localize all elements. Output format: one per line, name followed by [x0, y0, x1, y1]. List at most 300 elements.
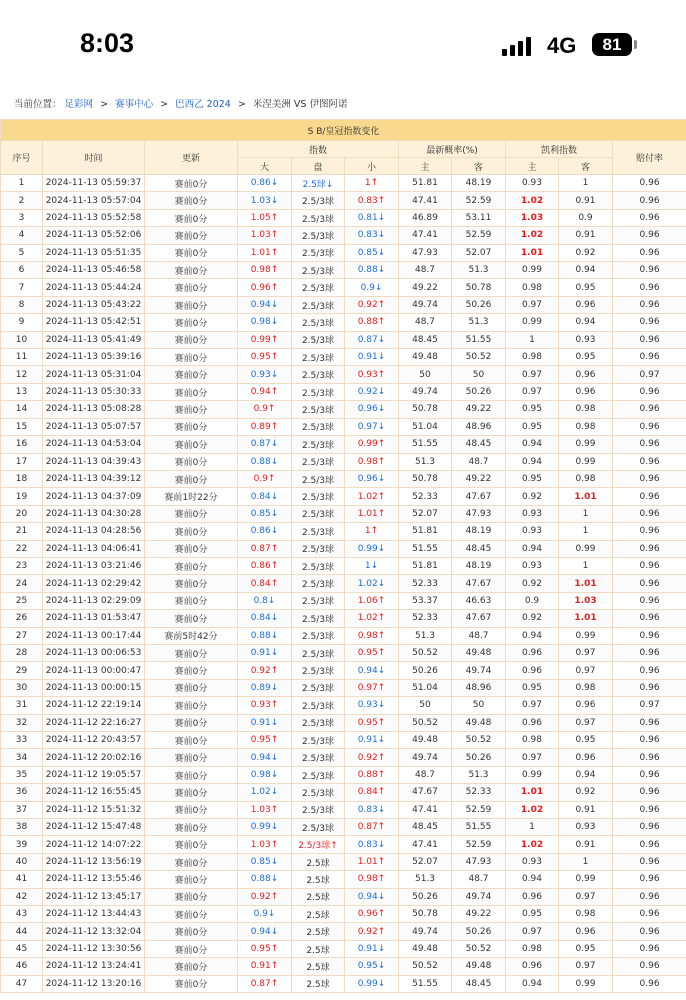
prob-away-cell [452, 853, 506, 870]
kelly-home-cell [506, 453, 559, 470]
kelly-away-cell-value: 0.98 [575, 474, 596, 485]
time-cell-value: 2024-11-12 22:16:27 [45, 717, 142, 728]
seq-cell-value: 4 [18, 230, 25, 241]
kelly-home-cell-value: 0.95 [521, 404, 543, 415]
prob-home-cell [399, 871, 452, 888]
arrow-up-icon: ↑ [370, 178, 379, 189]
arrow-down-icon: ↓ [377, 944, 386, 955]
big-odds-cell-value: 0.84 [250, 578, 271, 589]
small-odds-cell-value: 1.02 [357, 578, 378, 589]
kelly-home-cell-value: 0.93 [521, 526, 543, 537]
prob-home-cell [399, 923, 452, 940]
battery-icon: 81 [592, 33, 632, 56]
update-cell-value: 赛前0分 [174, 858, 208, 869]
small-odds-cell [345, 906, 399, 923]
kelly-away-cell-value: 0.92 [575, 787, 596, 798]
kelly-home-cell [506, 349, 559, 366]
seq-cell-value: 22 [15, 543, 28, 554]
kelly-home-cell [506, 262, 559, 279]
arrow-up-icon: ↑ [377, 874, 386, 885]
time-cell [43, 958, 145, 975]
kelly-home-cell-value: 1 [529, 334, 535, 345]
prob-away-cell [452, 679, 506, 696]
big-odds-cell-value: 0.92 [250, 891, 271, 902]
payout-cell [613, 853, 686, 870]
arrow-down-icon: ↓ [377, 578, 386, 589]
prob-home-cell-value: 48.45 [412, 334, 438, 345]
prob-away-cell [452, 488, 506, 505]
arrow-down-icon: ↓ [270, 317, 279, 328]
prob-home-cell [399, 314, 452, 331]
payout-cell [613, 575, 686, 592]
prob-home-cell [399, 331, 452, 348]
line-cell-value: 2.5球 [306, 945, 330, 956]
small-odds-cell-value: 0.87 [357, 334, 378, 345]
kelly-home-cell [506, 784, 559, 801]
kelly-away-cell-value: 0.95 [575, 282, 596, 293]
prob-away-cell-value: 48.19 [465, 526, 492, 537]
prob-home-cell [399, 366, 452, 383]
small-odds-cell [345, 470, 399, 487]
prob-away-cell-value: 47.93 [465, 857, 492, 868]
kelly-away-cell-value: 0.99 [575, 978, 596, 989]
update-cell-value: 赛前0分 [174, 545, 208, 556]
time-cell [43, 784, 145, 801]
seq-cell [1, 714, 43, 731]
arrow-down-icon: ↓ [377, 978, 386, 989]
seq-cell [1, 958, 43, 975]
time-cell-value: 2024-11-12 13:30:56 [45, 944, 142, 955]
small-odds-cell-value: 0.94 [357, 891, 378, 902]
arrow-down-icon: ↓ [377, 839, 386, 850]
payout-cell-value: 0.96 [639, 717, 660, 728]
header-line: 盘 [292, 158, 345, 175]
kelly-away-cell-value: 0.94 [575, 265, 596, 276]
payout-cell-value: 0.96 [639, 630, 660, 641]
seq-cell [1, 383, 43, 400]
kelly-home-cell-value: 0.94 [521, 978, 543, 989]
big-odds-cell [238, 732, 292, 749]
arrow-down-icon: ↓ [377, 891, 386, 902]
header-prob-home: 主 [399, 158, 452, 175]
kelly-away-cell-value: 0.95 [575, 352, 596, 363]
update-cell-value: 赛前0分 [174, 423, 208, 434]
line-cell-value: 2.5/3球 [301, 249, 335, 260]
update-cell-value: 赛前0分 [174, 301, 208, 312]
small-odds-cell [345, 262, 399, 279]
table-row [1, 331, 686, 348]
kelly-away-cell [559, 505, 613, 522]
line-cell [292, 592, 345, 609]
line-cell-value: 2.5/3球 [301, 353, 335, 364]
time-cell [43, 923, 145, 940]
prob-home-cell-value: 49.48 [412, 944, 438, 955]
kelly-away-cell [559, 575, 613, 592]
prob-away-cell [452, 470, 506, 487]
time-cell-value: 2024-11-13 05:46:58 [45, 265, 142, 276]
table-row [1, 401, 686, 418]
time-cell-value: 2024-11-12 15:51:32 [45, 804, 142, 815]
seq-cell-value: 19 [15, 491, 28, 502]
prob-away-cell-value: 48.7 [468, 456, 489, 467]
arrow-down-icon: ↓ [270, 857, 279, 868]
update-cell [145, 679, 238, 696]
prob-away-cell-value: 48.7 [468, 874, 489, 885]
update-cell [145, 349, 238, 366]
arrow-down-icon: ↓ [270, 369, 279, 380]
arrow-down-icon: ↓ [270, 178, 279, 189]
line-cell-value: 2.5/3球 [301, 754, 335, 765]
payout-cell [613, 296, 686, 313]
kelly-away-cell [559, 940, 613, 957]
payout-cell-value: 0.96 [639, 978, 660, 989]
prob-away-cell [452, 819, 506, 836]
big-odds-cell [238, 296, 292, 313]
arrow-down-icon: ↓ [377, 474, 386, 485]
kelly-home-cell [506, 749, 559, 766]
payout-cell [613, 279, 686, 296]
line-cell-value: 2.5/3球 [301, 823, 335, 834]
big-odds-cell-value: 0.94 [250, 926, 271, 937]
table-row [1, 749, 686, 766]
time-cell [43, 523, 145, 540]
seq-cell [1, 262, 43, 279]
line-cell [292, 540, 345, 557]
seq-cell [1, 697, 43, 714]
line-cell [292, 349, 345, 366]
prob-away-cell [452, 349, 506, 366]
kelly-home-cell [506, 906, 559, 923]
payout-cell [613, 801, 686, 818]
small-odds-cell-value: 0.98 [357, 456, 378, 467]
prob-away-cell [452, 209, 506, 226]
update-cell-value: 赛前0分 [174, 806, 208, 817]
prob-away-cell-value: 51.3 [468, 317, 489, 328]
arrow-up-icon: ↑ [270, 247, 279, 258]
kelly-home-cell [506, 662, 559, 679]
big-odds-cell-value: 1.01 [250, 247, 271, 258]
seq-cell-value: 26 [15, 613, 28, 624]
table-row [1, 557, 686, 574]
big-odds-cell [238, 244, 292, 261]
payout-cell-value: 0.96 [639, 752, 660, 763]
update-cell-value: 赛前0分 [174, 405, 208, 416]
kelly-home-cell-value: 0.93 [521, 178, 543, 189]
update-cell [145, 401, 238, 418]
line-cell-value: 2.5球 [306, 875, 330, 886]
kelly-home-cell-value: 0.95 [521, 682, 543, 693]
kelly-home-cell-value: 0.94 [521, 456, 543, 467]
prob-away-cell-value: 49.22 [465, 404, 492, 415]
kelly-away-cell [559, 975, 613, 992]
kelly-away-cell [559, 801, 613, 818]
update-cell [145, 192, 238, 209]
table-row [1, 296, 686, 313]
seq-cell-value: 24 [15, 578, 28, 589]
prob-away-cell [452, 227, 506, 244]
prob-home-cell [399, 575, 452, 592]
big-odds-cell-value: 0.87 [250, 543, 271, 554]
kelly-home-cell-value: 1.01 [520, 787, 544, 798]
seq-cell-value: 44 [15, 926, 28, 937]
seq-cell [1, 975, 43, 992]
prob-away-cell [452, 540, 506, 557]
update-cell [145, 418, 238, 435]
line-cell-value: 2.5/3球 [301, 197, 335, 208]
small-odds-cell [345, 662, 399, 679]
arrow-down-icon: ↓ [270, 648, 279, 659]
big-odds-cell [238, 801, 292, 818]
big-odds-cell-value: 0.84 [250, 613, 271, 624]
table-row [1, 575, 686, 592]
prob-home-cell [399, 906, 452, 923]
arrow-up-icon: ↑ [270, 978, 279, 989]
time-cell [43, 401, 145, 418]
kelly-home-cell-value: 1.02 [520, 804, 544, 815]
small-odds-cell [345, 732, 399, 749]
kelly-home-cell-value: 0.95 [521, 909, 543, 920]
prob-away-cell [452, 871, 506, 888]
kelly-away-cell-value: 0.97 [575, 648, 596, 659]
line-cell [292, 453, 345, 470]
prob-away-cell [452, 175, 506, 192]
table-row [1, 592, 686, 609]
prob-away-cell-value: 50.26 [465, 752, 492, 763]
arrow-down-icon: ↓ [377, 404, 386, 415]
seq-cell-value: 12 [15, 369, 28, 380]
small-odds-cell [345, 749, 399, 766]
time-cell-value: 2024-11-13 05:59:37 [45, 178, 142, 189]
payout-cell [613, 923, 686, 940]
kelly-away-cell-value: 0.93 [575, 334, 596, 345]
arrow-up-icon: ↑ [377, 613, 386, 624]
big-odds-cell-value: 0.86 [250, 526, 271, 537]
arrow-down-icon: ↓ [377, 387, 386, 398]
kelly-home-cell [506, 679, 559, 696]
update-cell [145, 383, 238, 400]
table-row [1, 766, 686, 783]
arrow-down-icon: ↓ [270, 508, 279, 519]
update-cell-value: 赛前0分 [174, 614, 208, 625]
time-cell [43, 262, 145, 279]
small-odds-cell-value: 0.97 [357, 682, 378, 693]
kelly-away-cell-value: 0.94 [575, 770, 596, 781]
small-odds-cell [345, 349, 399, 366]
table-row [1, 679, 686, 696]
prob-home-cell [399, 697, 452, 714]
kelly-home-cell-value: 1.02 [520, 230, 544, 241]
prob-home-cell-value: 51.81 [412, 526, 438, 537]
arrow-up-icon: ↑ [270, 334, 279, 345]
prob-home-cell [399, 296, 452, 313]
seq-cell-value: 3 [18, 213, 25, 224]
update-cell-value: 赛前0分 [174, 249, 208, 260]
update-cell [145, 784, 238, 801]
small-odds-cell-value: 0.98 [357, 874, 378, 885]
update-cell [145, 923, 238, 940]
kelly-home-cell-value: 0.98 [521, 735, 543, 746]
small-odds-cell [345, 523, 399, 540]
line-cell-value: 2.5/3球 [301, 336, 335, 347]
kelly-away-cell [559, 644, 613, 661]
big-odds-cell [238, 418, 292, 435]
update-cell [145, 940, 238, 957]
small-odds-cell [345, 958, 399, 975]
small-odds-cell-value: 0.92 [357, 752, 378, 763]
kelly-home-cell-value: 0.93 [521, 561, 543, 572]
prob-home-cell-value: 50.78 [412, 404, 438, 415]
prob-away-cell-value: 48.19 [465, 178, 492, 189]
update-cell [145, 227, 238, 244]
small-odds-cell [345, 209, 399, 226]
prob-away-cell-value: 52.33 [465, 787, 492, 798]
table-row [1, 349, 686, 366]
big-odds-cell [238, 383, 292, 400]
payout-cell-value: 0.96 [639, 909, 660, 920]
breadcrumb-link-league[interactable]: 巴西乙 2024 [175, 99, 231, 110]
kelly-home-cell-value: 0.99 [521, 770, 543, 781]
payout-cell-value: 0.96 [639, 474, 660, 485]
time-cell [43, 314, 145, 331]
prob-home-cell [399, 940, 452, 957]
prob-home-cell [399, 401, 452, 418]
seq-cell-value: 9 [18, 317, 25, 328]
kelly-away-cell-value: 1 [582, 857, 589, 868]
prob-home-cell-value: 46.89 [412, 213, 438, 224]
payout-cell [613, 453, 686, 470]
big-odds-cell-value: 1.03 [250, 839, 271, 850]
line-cell-value: 2.5/3球 [301, 371, 335, 382]
table-row [1, 627, 686, 644]
seq-cell-value: 27 [15, 630, 28, 641]
prob-home-cell-value: 49.74 [412, 300, 438, 311]
kelly-away-cell-value: 0.97 [575, 961, 596, 972]
line-cell [292, 331, 345, 348]
big-odds-cell-value: 0.92 [250, 665, 271, 676]
prob-away-cell [452, 523, 506, 540]
small-odds-cell-value: 0.83 [357, 230, 378, 241]
payout-cell-value: 0.96 [639, 317, 660, 328]
small-odds-cell [345, 331, 399, 348]
arrow-down-icon: ↓ [270, 822, 279, 833]
big-odds-cell-value: 0.88 [250, 630, 271, 641]
arrow-down-icon: ↓ [377, 421, 386, 432]
arrow-up-icon: ↑ [377, 195, 386, 206]
kelly-away-cell [559, 958, 613, 975]
table-row [1, 801, 686, 818]
update-cell-value: 赛前0分 [174, 893, 208, 904]
line-cell-value: 2.5球 [306, 893, 330, 904]
prob-away-cell [452, 418, 506, 435]
payout-cell [613, 592, 686, 609]
kelly-away-cell-value: 0.97 [575, 891, 596, 902]
update-cell-value: 赛前0分 [174, 649, 208, 660]
time-cell [43, 697, 145, 714]
update-cell-value: 赛前0分 [174, 597, 208, 608]
time-cell-value: 2024-11-12 13:56:19 [45, 857, 142, 868]
table-row [1, 209, 686, 226]
big-odds-cell [238, 349, 292, 366]
big-odds-cell-value: 0.93 [250, 700, 271, 711]
payout-cell-value: 0.96 [639, 613, 660, 624]
arrow-up-icon: ↑ [377, 491, 386, 502]
table-row [1, 836, 686, 853]
seq-cell-value: 11 [15, 352, 28, 363]
kelly-away-cell-value: 0.91 [575, 230, 596, 241]
arrow-up-icon: ↑ [270, 578, 279, 589]
big-odds-cell-value: 0.87 [250, 978, 271, 989]
kelly-away-cell-value: 1.01 [574, 613, 597, 624]
seq-cell [1, 279, 43, 296]
small-odds-cell [345, 610, 399, 627]
kelly-home-cell [506, 697, 559, 714]
update-cell [145, 610, 238, 627]
prob-home-cell [399, 262, 452, 279]
arrow-down-icon: ↓ [377, 230, 386, 241]
prob-home-cell-value: 50.26 [412, 891, 438, 902]
payout-cell-value: 0.96 [639, 926, 660, 937]
kelly-away-cell-value: 1 [582, 526, 589, 537]
payout-cell-value: 0.96 [639, 787, 660, 798]
payout-cell [613, 192, 686, 209]
arrow-up-icon: ↑ [377, 770, 386, 781]
prob-home-cell [399, 784, 452, 801]
line-cell-value: 2.5/3球 [301, 214, 335, 225]
payout-cell [613, 557, 686, 574]
small-odds-cell [345, 940, 399, 957]
payout-cell [613, 505, 686, 522]
line-cell [292, 679, 345, 696]
big-odds-cell-value: 0.98 [250, 770, 271, 781]
prob-home-cell-value: 51.3 [414, 456, 436, 467]
small-odds-cell-value: 0.91 [357, 944, 378, 955]
prob-home-cell-value: 48.7 [414, 770, 436, 781]
small-odds-cell [345, 505, 399, 522]
arrow-down-icon: ↓ [377, 543, 386, 554]
breadcrumb-link-events[interactable]: 赛事中心 [115, 99, 154, 110]
prob-home-cell [399, 244, 452, 261]
update-cell-value: 赛前5时42分 [164, 632, 218, 643]
update-cell [145, 505, 238, 522]
kelly-home-cell-value: 0.96 [521, 648, 543, 659]
kelly-home-cell-value: 0.92 [521, 578, 543, 589]
breadcrumb-link-home[interactable]: 足彩网 [64, 99, 94, 110]
seq-cell [1, 175, 43, 192]
small-odds-cell [345, 175, 399, 192]
time-cell-value: 2024-11-12 13:32:04 [45, 926, 142, 937]
kelly-away-cell [559, 679, 613, 696]
table-row [1, 314, 686, 331]
seq-cell-value: 34 [15, 752, 28, 763]
time-cell-value: 2024-11-13 05:31:04 [45, 369, 142, 380]
kelly-away-cell-value: 0.98 [575, 421, 596, 432]
prob-home-cell-value: 51.3 [414, 630, 436, 641]
small-odds-cell [345, 801, 399, 818]
prob-home-cell [399, 505, 452, 522]
kelly-away-cell [559, 349, 613, 366]
kelly-away-cell-value: 0.95 [575, 944, 596, 955]
prob-home-cell-value: 49.74 [412, 926, 438, 937]
prob-away-cell-value: 49.22 [465, 474, 492, 485]
big-odds-cell-value: 1.03 [250, 804, 271, 815]
seq-cell-value: 17 [15, 456, 28, 467]
big-odds-cell [238, 714, 292, 731]
kelly-away-cell [559, 871, 613, 888]
arrow-up-icon: ↑ [270, 735, 279, 746]
big-odds-cell [238, 627, 292, 644]
arrow-down-icon: ↓ [377, 213, 386, 224]
prob-home-cell [399, 627, 452, 644]
